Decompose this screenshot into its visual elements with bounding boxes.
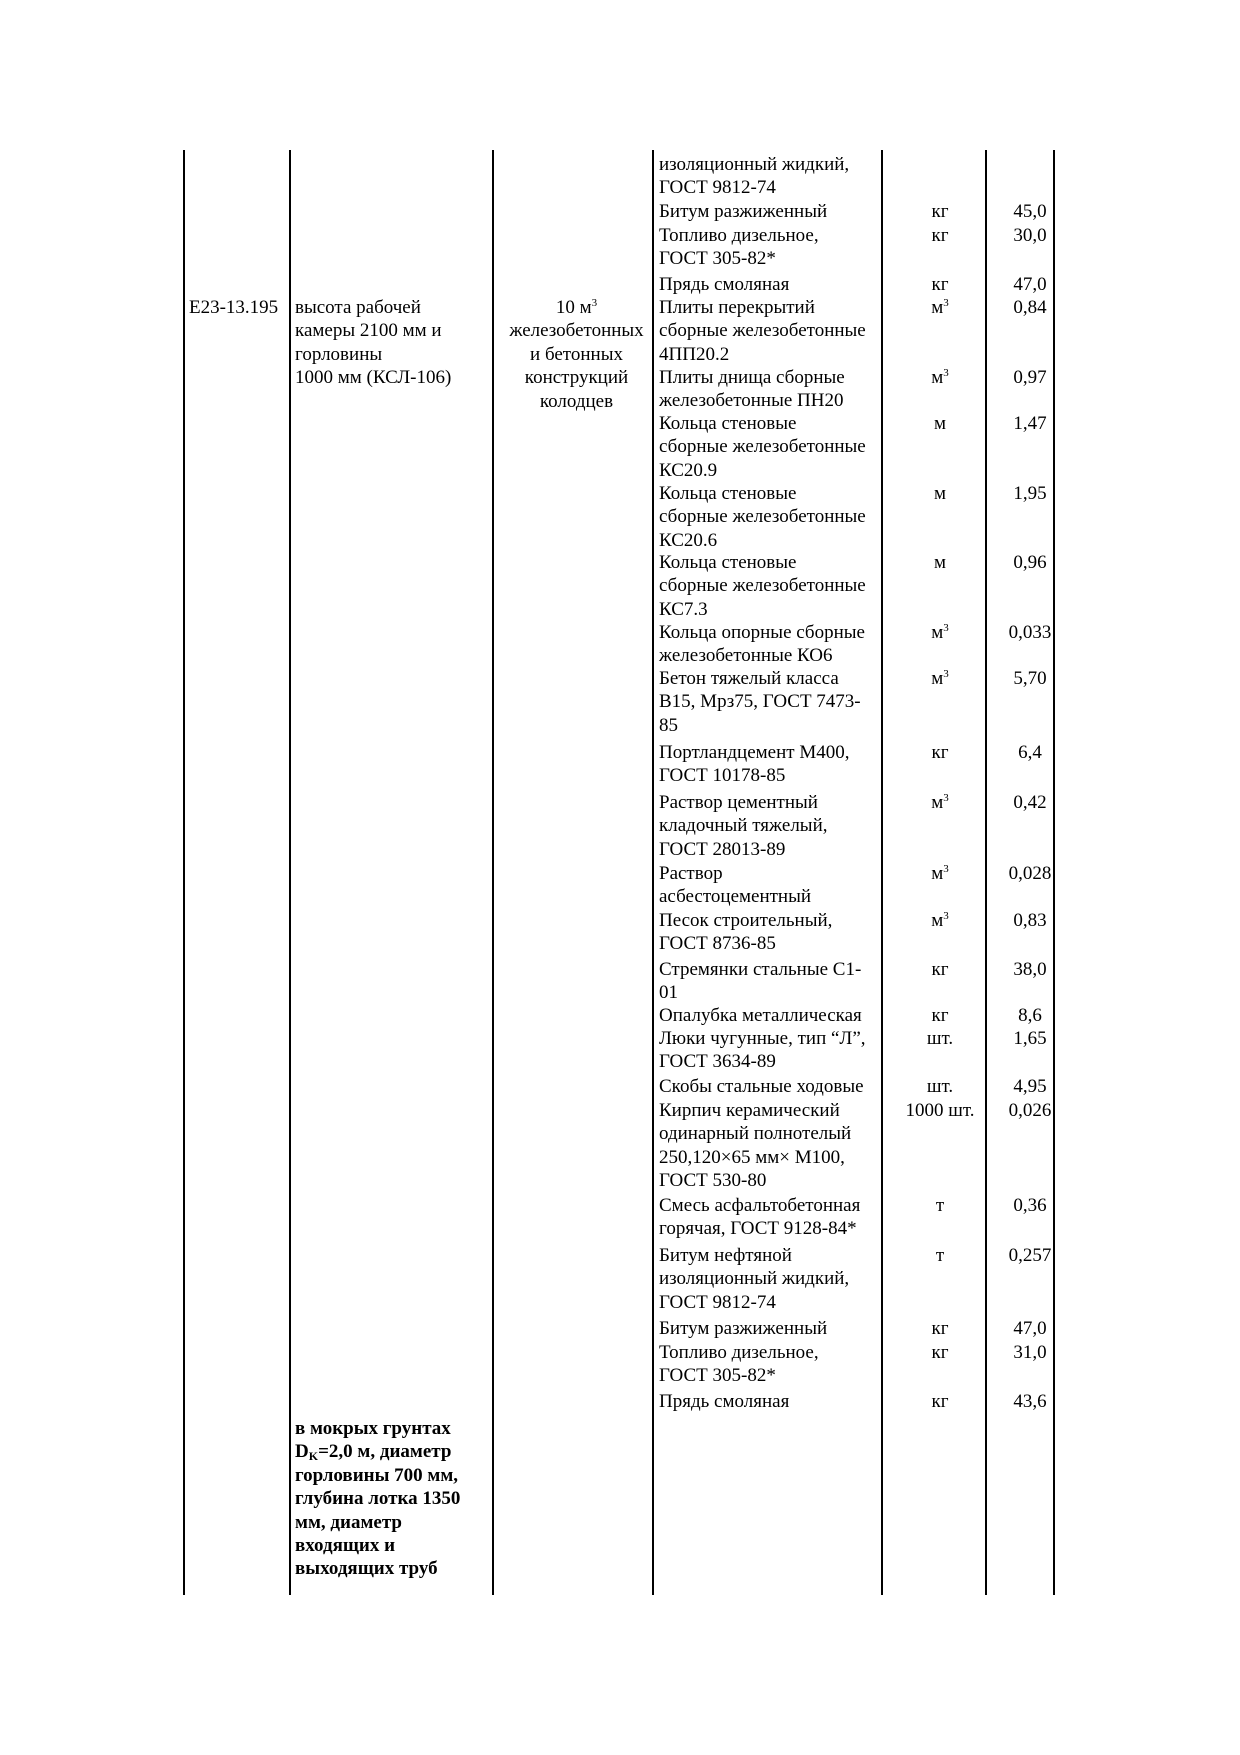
resource-name-line: Прядь смоляная xyxy=(659,1391,790,1412)
resource-unit-text: кг xyxy=(931,1005,949,1026)
resource-name xyxy=(659,1099,884,1193)
resource-quantity: 1,95 xyxy=(1013,483,1047,504)
resource-name xyxy=(659,1244,884,1314)
resource-name-line: ГОСТ 305-82* xyxy=(659,1365,776,1387)
resource-name-line: Кольца стеновые xyxy=(659,483,797,504)
resource-name-line: ГОСТ 530-80 xyxy=(659,1170,767,1192)
resource-name xyxy=(659,1317,884,1340)
resource-name-line: Песок строительный, xyxy=(659,910,833,931)
resource-unit-sup: 3 xyxy=(943,622,949,634)
resource-unit xyxy=(889,1244,991,1267)
resource-unit xyxy=(889,412,991,435)
resource-name-line: Топливо дизельное, xyxy=(659,1342,819,1363)
resource-unit-sup: 3 xyxy=(943,668,949,680)
heading-line: выходящих труб xyxy=(295,1558,438,1580)
resource-name-line: Стремянки стальные С1- xyxy=(659,959,862,980)
resource-name-line: ГОСТ 28013-89 xyxy=(659,838,786,860)
resource-quantity: 47,0 xyxy=(1013,1318,1047,1339)
norm-description xyxy=(295,296,495,390)
resource-unit-sup: 3 xyxy=(943,863,949,875)
resource-quantity: 0,033 xyxy=(1008,622,1052,643)
resource-name-line: Плиты днища сборные xyxy=(659,367,845,388)
resource-name-line: кладочный тяжелый, xyxy=(659,815,828,837)
resource-unit xyxy=(889,1390,991,1413)
resource-name xyxy=(659,621,884,668)
resource-name-line: Кольца стеновые xyxy=(659,413,797,434)
resource-unit-text: м xyxy=(931,792,944,813)
resource-unit-text: м xyxy=(931,910,944,931)
resource-name-line: Плиты перекрытий xyxy=(659,297,815,318)
meter-line: колодцев xyxy=(539,390,614,412)
resource-name-line: железобетонные ПН20 xyxy=(659,390,844,412)
meter-line: и бетонных xyxy=(530,343,623,365)
resource-name-line: изоляционный жидкий, xyxy=(659,1268,850,1290)
resource-name xyxy=(659,1194,884,1241)
resource-quantity: 0,026 xyxy=(1008,1100,1052,1121)
resource-unit-text: кг xyxy=(931,274,949,295)
resource-unit-text: м xyxy=(931,297,944,318)
description-line: высота рабочей xyxy=(295,297,421,318)
resource-quantity: 5,70 xyxy=(1013,668,1047,689)
resource-name-line: Скобы стальные ходовые xyxy=(659,1076,864,1097)
resource-name-line: горячая, ГОСТ 9128-84* xyxy=(659,1218,857,1240)
resource-unit-text: кг xyxy=(931,201,949,222)
resource-name xyxy=(659,1390,884,1413)
resource-unit xyxy=(889,791,991,814)
resource-name xyxy=(659,296,884,366)
resource-name-line: сборные железобетонные xyxy=(659,506,866,528)
resource-name-line: Битум разжиженный xyxy=(659,201,828,222)
resource-unit-text: м xyxy=(933,552,947,573)
resource-unit-sup: 3 xyxy=(943,792,949,804)
resource-unit-text: 1000 шт. xyxy=(905,1100,975,1121)
resource-name-line: Прядь смоляная xyxy=(659,274,790,295)
resource-unit-text: кг xyxy=(931,1391,949,1412)
resource-unit-text: кг xyxy=(931,1318,949,1339)
resource-name-line: ГОСТ 305-82* xyxy=(659,248,776,270)
resource-unit-text: кг xyxy=(931,1342,949,1363)
resource-unit xyxy=(889,667,991,690)
resource-unit-text: шт. xyxy=(926,1028,954,1049)
resource-quantity: 43,6 xyxy=(1013,1391,1047,1412)
resource-name-line: Раствор xyxy=(659,863,723,884)
resource-quantity: 0,97 xyxy=(1013,367,1047,388)
resource-name-line: Кирпич керамический xyxy=(659,1100,840,1121)
resource-unit xyxy=(889,273,991,296)
resource-name-line: Битум нефтяной xyxy=(659,1245,792,1266)
resource-quantity: 0,96 xyxy=(1013,552,1047,573)
resource-name-line: 01 xyxy=(659,982,678,1004)
resource-quantity: 8,6 xyxy=(1018,1005,1042,1026)
resource-name xyxy=(659,273,884,296)
resource-name xyxy=(659,551,884,621)
resource-quantity: 0,028 xyxy=(1008,863,1052,884)
resource-name-line: Кольца опорные сборные xyxy=(659,622,865,643)
resource-name xyxy=(659,791,884,861)
resource-name xyxy=(659,667,884,737)
norm-meter xyxy=(498,296,655,413)
resource-name-line: ГОСТ 9812-74 xyxy=(659,177,776,199)
resource-unit-text: м xyxy=(931,367,944,388)
resource-name-line: сборные железобетонные xyxy=(659,436,866,458)
resource-name-line: КС20.9 xyxy=(659,459,718,481)
resource-unit xyxy=(889,741,991,764)
resource-quantity: 38,0 xyxy=(1013,959,1047,980)
resource-unit xyxy=(889,366,991,389)
column-rule-1 xyxy=(183,150,185,1595)
resource-unit xyxy=(889,958,991,981)
resource-quantity: 0,257 xyxy=(1008,1245,1052,1266)
resource-quantity: 31,0 xyxy=(1013,1342,1047,1363)
section-heading xyxy=(295,1417,495,1581)
resource-quantity: 6,4 xyxy=(1018,742,1042,763)
resource-unit-text: м xyxy=(933,413,947,434)
resource-quantity: 45,0 xyxy=(1013,201,1047,222)
resource-unit-text: т xyxy=(935,1245,945,1266)
resource-name xyxy=(659,200,884,223)
resource-name-line: Бетон тяжелый класса xyxy=(659,668,839,689)
meter-number: 10 м xyxy=(555,297,592,318)
resource-unit-text: кг xyxy=(931,959,949,980)
resource-quantity: 0,42 xyxy=(1013,792,1047,813)
resource-quantity: 30,0 xyxy=(1013,225,1047,246)
resource-name xyxy=(659,412,884,482)
resource-name xyxy=(659,862,884,909)
resource-unit xyxy=(889,551,991,574)
resource-name-line: Топливо дизельное, xyxy=(659,225,819,246)
resource-unit-sup: 3 xyxy=(943,367,949,379)
resource-unit xyxy=(889,862,991,885)
resource-name xyxy=(659,1075,884,1098)
resource-unit xyxy=(889,1341,991,1364)
description-line: камеры 2100 мм и xyxy=(295,320,442,342)
resource-name xyxy=(659,1027,884,1074)
description-line: 1000 мм (КСЛ-106) xyxy=(295,367,452,389)
resource-unit-text: т xyxy=(935,1195,945,1216)
resource-name-line: Портландцемент М400, xyxy=(659,742,850,763)
resource-name xyxy=(659,1341,884,1388)
resource-unit xyxy=(889,621,991,644)
resource-unit-sup: 3 xyxy=(943,910,949,922)
resource-quantity: 0,36 xyxy=(1013,1195,1047,1216)
resource-unit-text: кг xyxy=(931,225,949,246)
resource-quantity: 47,0 xyxy=(1013,274,1047,295)
resource-name-line: сборные железобетонные xyxy=(659,575,866,597)
meter-line xyxy=(498,296,655,319)
resource-unit xyxy=(889,1027,991,1050)
column-rule-2 xyxy=(289,150,291,1595)
resource-name-line: КС7.3 xyxy=(659,598,708,620)
heading-line-rest: =2,0 м, диаметр xyxy=(318,1441,452,1463)
resource-unit xyxy=(889,1194,991,1217)
resource-unit-text: м xyxy=(931,622,944,643)
resource-name xyxy=(659,958,884,1005)
heading-line: горловины 700 мм, xyxy=(295,1464,459,1486)
resource-name-line: ГОСТ 10178-85 xyxy=(659,765,786,787)
heading-line: входящих и xyxy=(295,1535,396,1557)
resource-name-line: Битум разжиженный xyxy=(659,1318,828,1339)
heading-d-sub: K xyxy=(308,1449,319,1464)
description-line: горловины xyxy=(295,343,383,365)
resource-unit xyxy=(889,909,991,932)
resource-name xyxy=(659,741,884,788)
resource-unit xyxy=(889,482,991,505)
resource-name-line: ГОСТ 9812-74 xyxy=(659,1291,776,1313)
resource-unit xyxy=(889,224,991,247)
resource-unit-text: м xyxy=(933,483,947,504)
heading-d-letter: D xyxy=(295,1441,309,1463)
resource-name-line: одинарный полнотелый xyxy=(659,1123,852,1145)
resource-name-line: Раствор цементный xyxy=(659,792,818,813)
resource-name xyxy=(659,366,884,413)
resource-unit xyxy=(889,1004,991,1027)
resource-name-line: ГОСТ 3634-89 xyxy=(659,1051,776,1073)
resource-name-line: Смесь асфальтобетонная xyxy=(659,1195,861,1216)
resource-quantity: 4,95 xyxy=(1013,1076,1047,1097)
resource-unit xyxy=(889,296,991,319)
heading-line: мм, диаметр xyxy=(295,1511,402,1533)
resource-unit-text: м xyxy=(931,863,944,884)
resource-name-line: изоляционный жидкий, xyxy=(659,154,850,175)
resource-name xyxy=(659,909,884,956)
resource-unit xyxy=(889,1075,991,1098)
resource-name-line: 250,120×65 мм× М100, xyxy=(659,1146,845,1168)
meter-line: железобетонных xyxy=(509,320,644,342)
resource-unit-text: м xyxy=(931,668,944,689)
resource-name-line: КС20.6 xyxy=(659,529,718,551)
resource-quantity: 1,65 xyxy=(1013,1028,1047,1049)
resource-name-line: асбестоцементный xyxy=(659,886,812,908)
meter-line: конструкций xyxy=(524,367,629,389)
resource-unit-text: шт. xyxy=(926,1076,954,1097)
resource-quantity: 1,47 xyxy=(1013,413,1047,434)
resource-name-line: Опалубка металлическая xyxy=(659,1005,862,1026)
resource-name-line: 4ПП20.2 xyxy=(659,343,730,365)
norm-code: Е23-13.195 xyxy=(189,297,279,318)
resource-unit xyxy=(889,200,991,223)
resource-unit-sup: 3 xyxy=(943,297,949,309)
resource-name-line: Люки чугунные, тип “Л”, xyxy=(659,1028,866,1049)
resource-name-line: железобетонные КО6 xyxy=(659,645,833,667)
heading-line xyxy=(295,1440,495,1463)
resource-name-line: Кольца стеновые xyxy=(659,552,797,573)
resource-name xyxy=(659,153,884,200)
resource-name-line: ГОСТ 8736-85 xyxy=(659,933,776,955)
heading-line: глубина лотка 1350 xyxy=(295,1488,461,1510)
resource-quantity: 0,83 xyxy=(1013,910,1047,931)
resource-name-line: В15, Мрз75, ГОСТ 7473- xyxy=(659,691,861,713)
resource-unit xyxy=(889,1099,991,1122)
resource-quantity: 0,84 xyxy=(1013,297,1047,318)
resource-unit-text: кг xyxy=(931,742,949,763)
resource-name xyxy=(659,224,884,271)
heading-line: в мокрых грунтах xyxy=(295,1418,451,1439)
meter-sup: 3 xyxy=(591,297,598,309)
resource-name xyxy=(659,482,884,552)
resource-name-line: сборные железобетонные xyxy=(659,320,866,342)
resource-name-line: 85 xyxy=(659,714,678,736)
resource-name xyxy=(659,1004,884,1027)
resource-unit xyxy=(889,1317,991,1340)
